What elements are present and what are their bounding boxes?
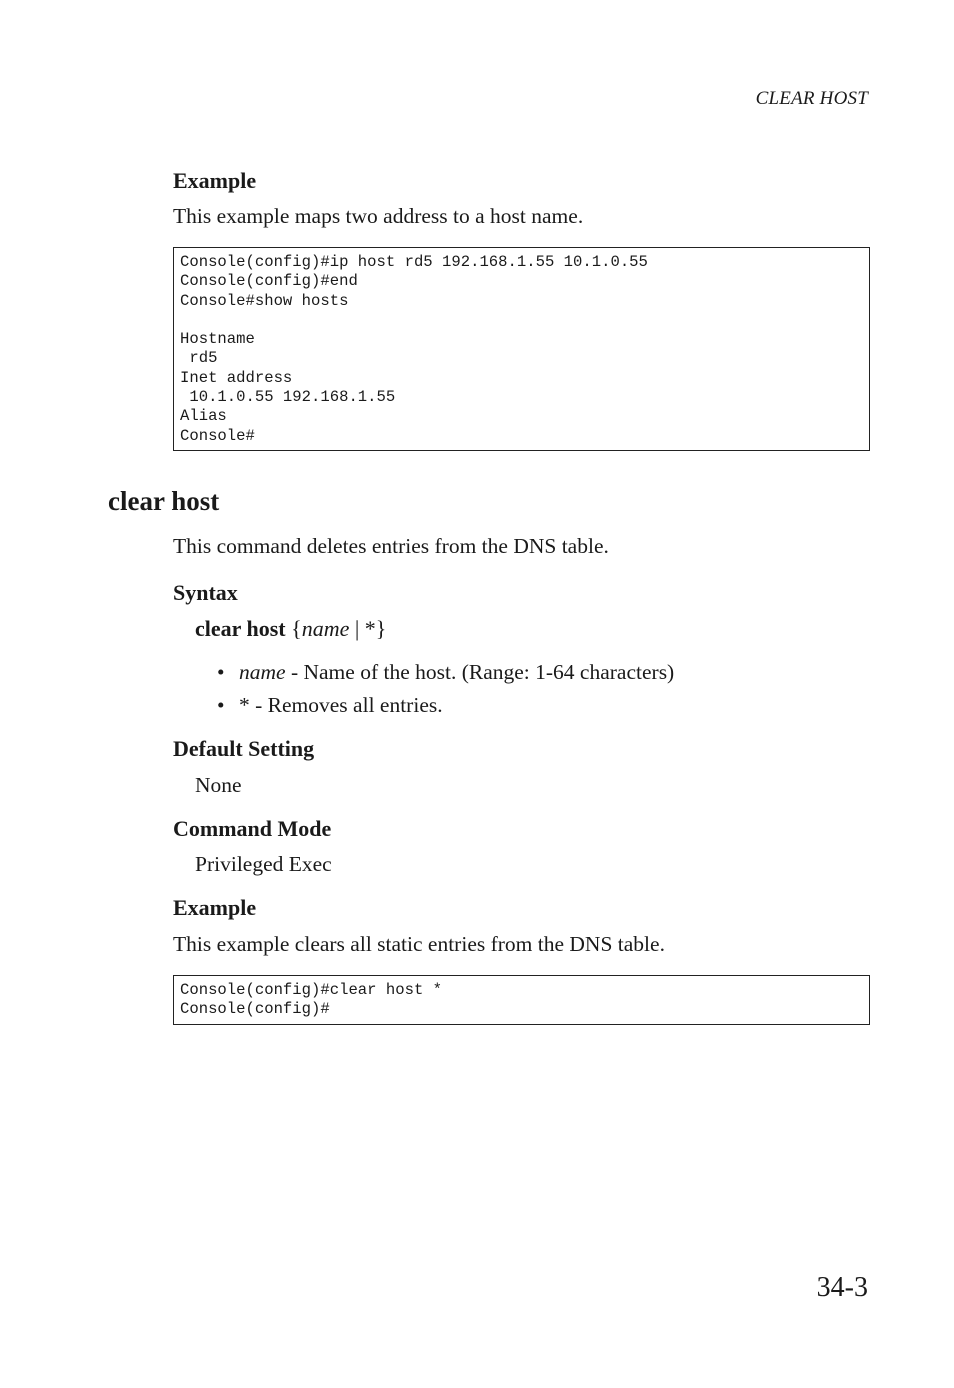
example-description: This example clears all static entries from the DNS table. <box>173 932 665 956</box>
example-heading: Example <box>173 168 257 193</box>
code-line: Alias <box>180 407 227 426</box>
syntax-command: clear host <box>195 616 286 641</box>
bullet-text: * - Removes all entries. <box>239 693 443 717</box>
code-line: Inet address <box>180 368 293 387</box>
syntax-open-brace: { <box>291 616 302 641</box>
bullet-text: - Name of the host. (Range: 1-64 characters) <box>285 660 675 684</box>
code-line: Hostname <box>180 330 255 349</box>
code-line: Console#show hosts <box>180 291 349 310</box>
bullet-item-all <box>217 693 443 718</box>
syntax-command-line <box>195 616 386 642</box>
syntax-arg-name: name <box>301 616 350 641</box>
code-block-example-2 <box>173 975 870 1025</box>
code-line: Console# <box>180 426 255 445</box>
example-heading: Example <box>173 895 257 920</box>
running-head: CLEAR HOST <box>755 88 868 109</box>
code-line: rd5 <box>180 349 218 368</box>
code-line: Console(config)#end <box>180 272 358 291</box>
code-line: Console(config)# <box>180 1000 330 1019</box>
section-title: clear host <box>108 486 220 516</box>
command-mode-heading: Command Mode <box>173 816 332 841</box>
default-setting-heading: Default Setting <box>173 736 315 761</box>
code-line: 10.1.0.55 192.168.1.55 <box>180 388 396 407</box>
section-description: This command deletes entries from the DNS table. <box>173 534 609 558</box>
code-block-example-1 <box>173 247 870 451</box>
example-description: This example maps two address to a host name. <box>173 204 584 228</box>
code-line: Console(config)#clear host * <box>180 981 443 999</box>
page-number: 34-3 <box>816 1272 868 1303</box>
syntax-heading: Syntax <box>173 580 238 605</box>
bullet-item-name <box>217 660 675 685</box>
bullet-term: name <box>239 660 286 684</box>
code-line: Console(config)#ip host rd5 192.168.1.55 10.1.0.55 <box>180 253 648 271</box>
syntax-separator: | *} <box>349 616 387 641</box>
code-line <box>180 311 863 330</box>
default-setting-value: None <box>195 773 242 797</box>
command-mode-value: Privileged Exec <box>195 852 332 876</box>
bullet-icon: • <box>217 693 225 717</box>
bullet-icon: • <box>217 660 225 684</box>
